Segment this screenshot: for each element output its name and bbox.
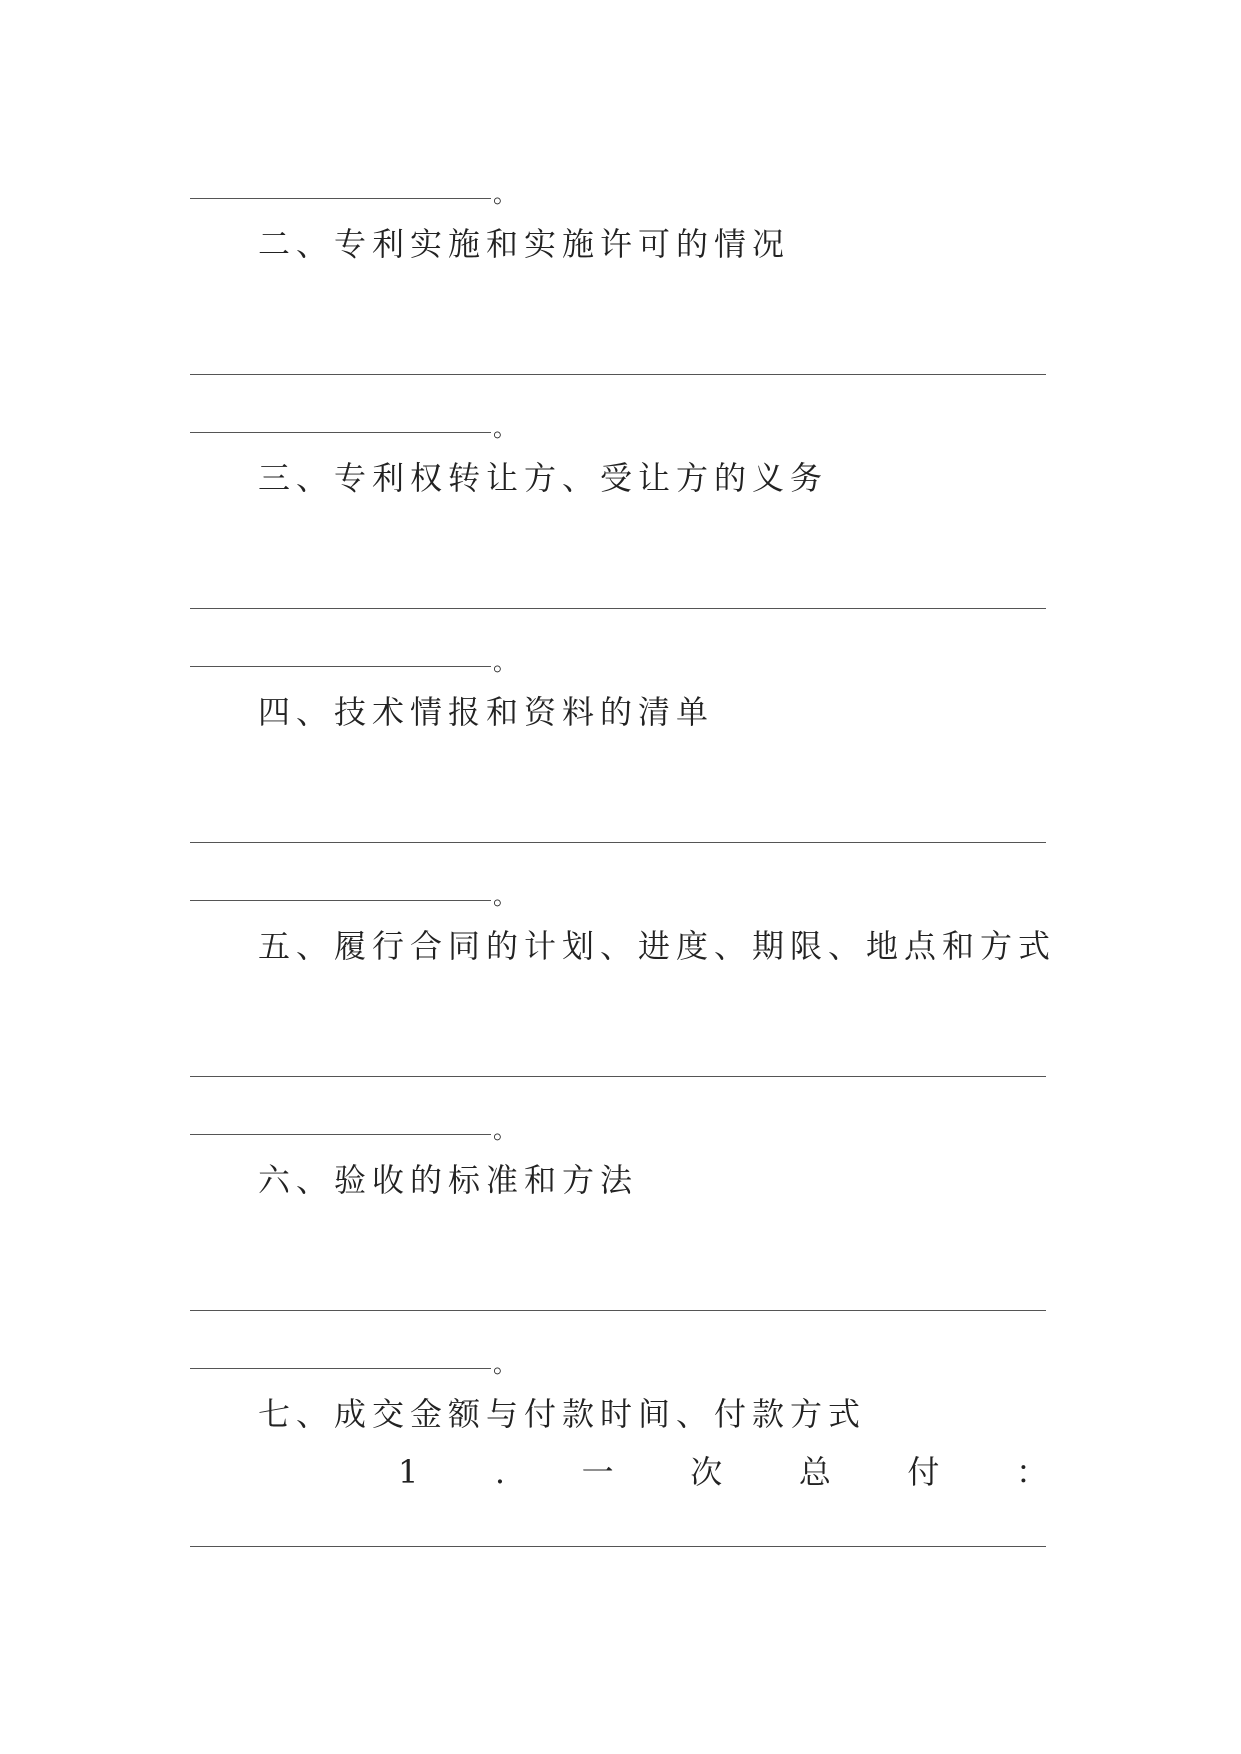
section-heading-6: 六、验收的标准和方法 [258,1161,639,1199]
blank-line-full [190,1310,1046,1311]
subitem-char: 次 [690,1453,723,1491]
blank-line-full [190,374,1046,375]
blank-line-short [190,666,491,667]
subitem-char: . [494,1453,506,1491]
section-heading-7: 七、成交金额与付款时间、付款方式 [258,1395,867,1433]
section-heading-2: 二、专利实施和实施许可的情况 [258,225,791,263]
section-heading-3: 三、专利权转让方、受让方的义务 [258,459,829,497]
blank-line-short [190,432,491,433]
subitem-char: ： [1015,1453,1048,1491]
blank-line-short [190,1368,491,1369]
section-heading-4: 四、技术情报和资料的清单 [258,693,715,731]
blank-line-short [190,198,491,199]
subitem-char: 1 [398,1453,419,1491]
blank-line-full [190,1546,1046,1547]
section-heading-5: 五、履行合同的计划、进度、期限、地点和方式 [258,927,1057,965]
period-mark: 。 [493,882,517,910]
period-mark: 。 [493,648,517,676]
period-mark: 。 [493,1350,517,1378]
blank-line-short [190,900,491,901]
blank-line-full [190,608,1046,609]
period-mark: 。 [493,180,517,208]
subitem-char: 一 [581,1453,614,1491]
blank-line-short [190,1134,491,1135]
period-mark: 。 [493,1116,517,1144]
blank-line-full [190,842,1046,843]
subitem-lump-sum [398,1452,1048,1492]
period-mark: 。 [493,414,517,442]
subitem-char: 付 [907,1453,940,1491]
blank-line-full [190,1076,1046,1077]
subitem-char: 总 [798,1453,831,1491]
